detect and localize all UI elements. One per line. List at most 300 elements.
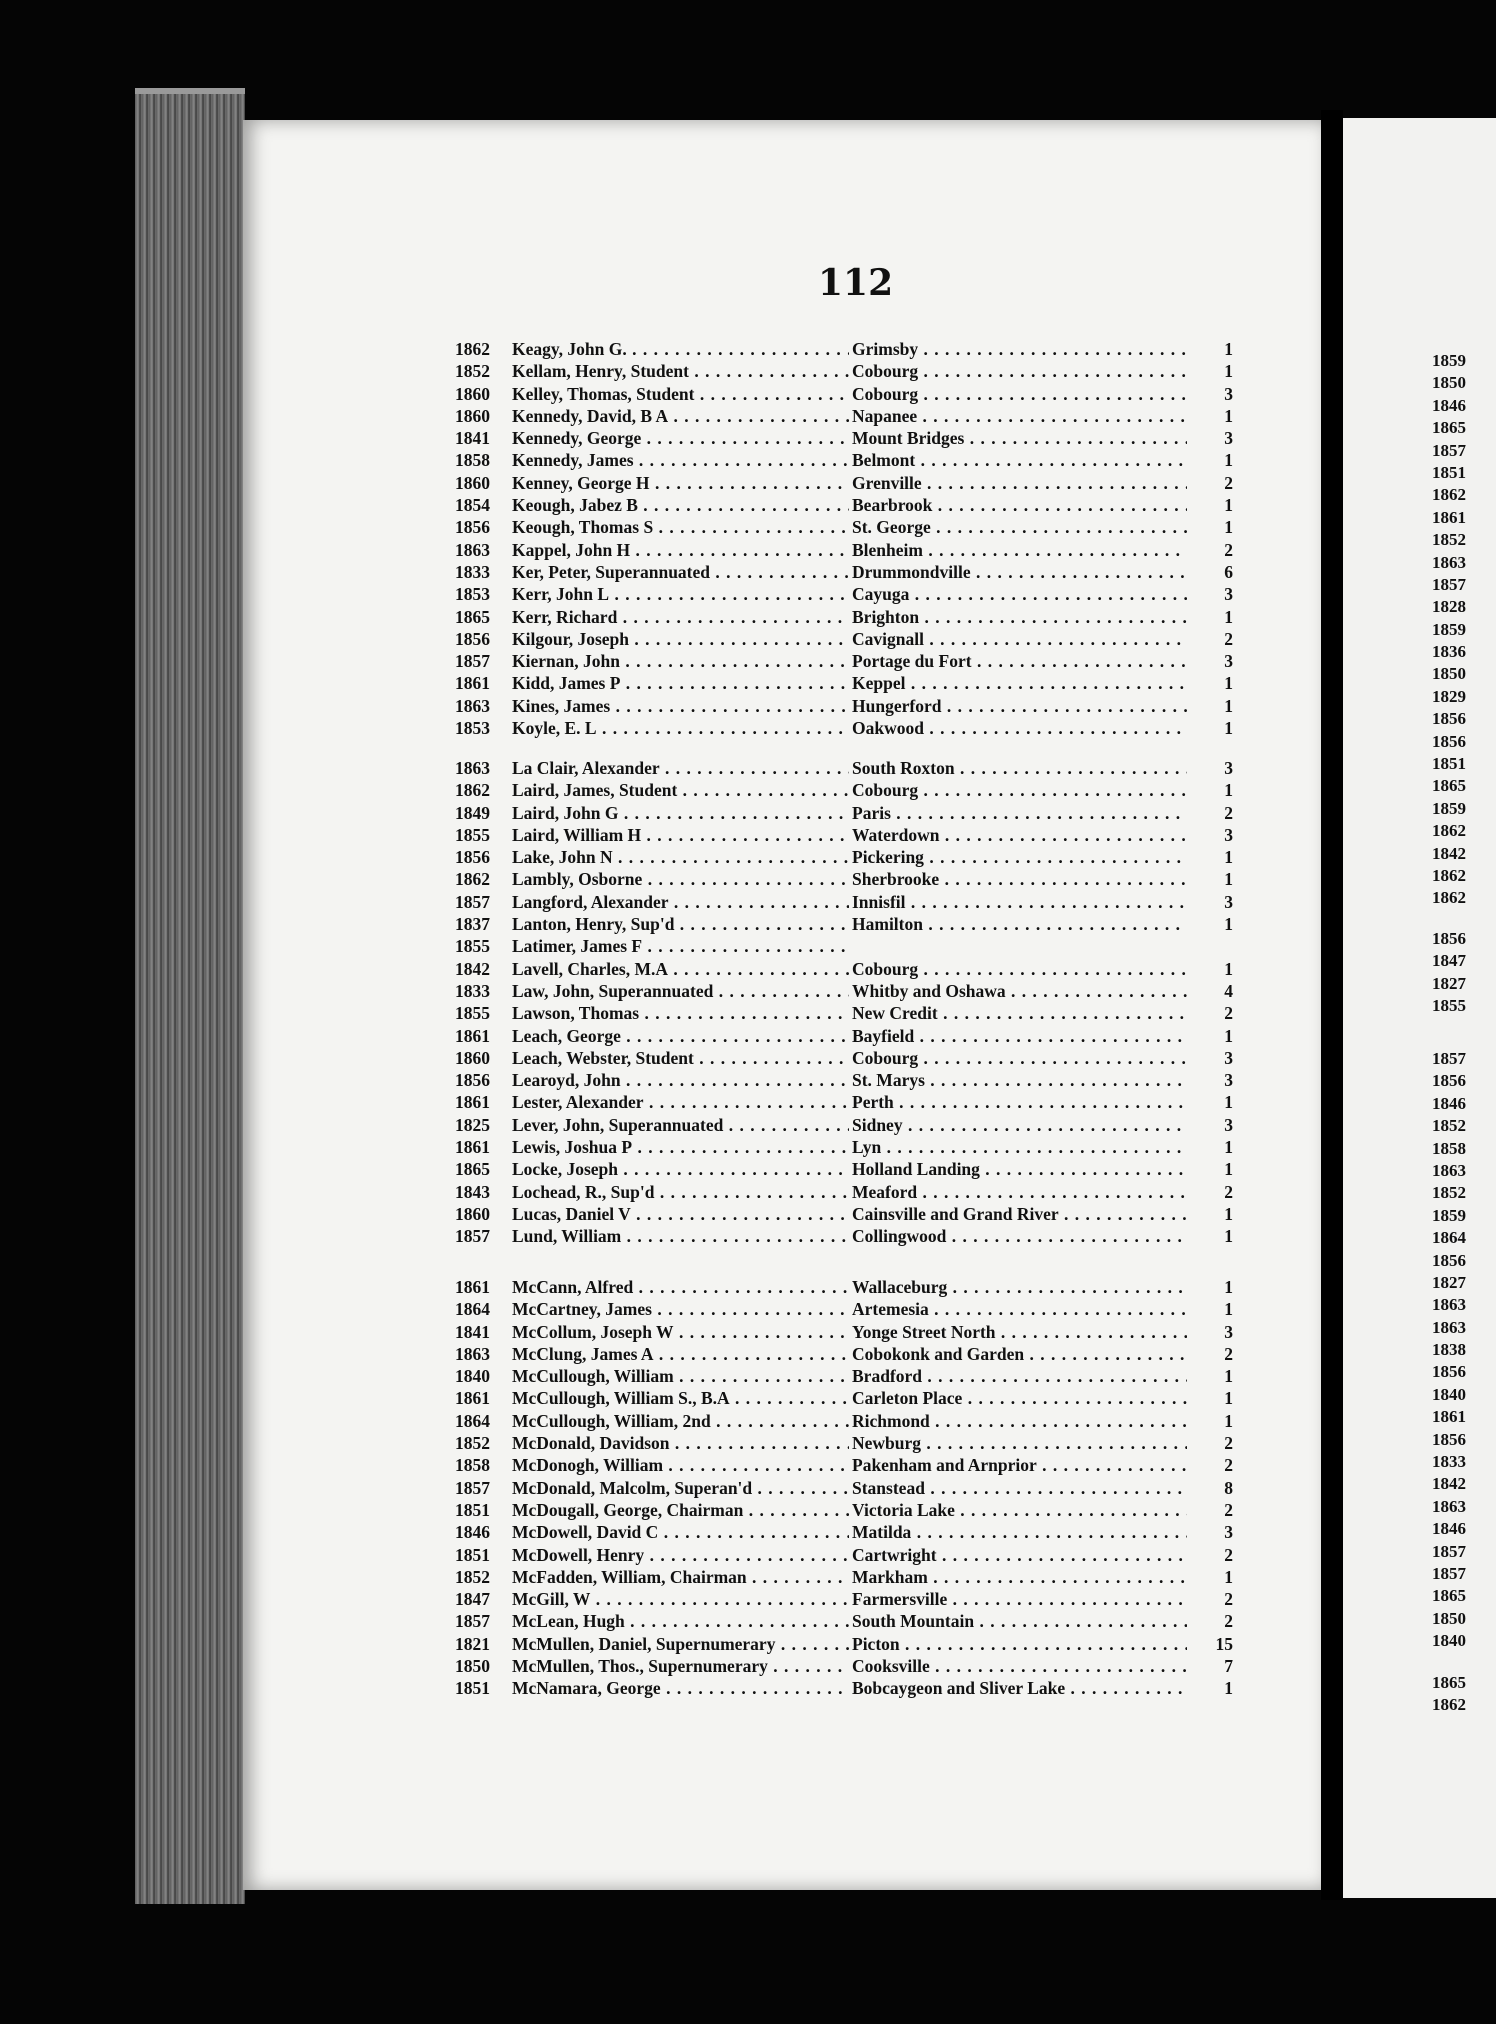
right-page-year: 1828 — [1432, 597, 1466, 617]
entry-count: 8 — [1224, 1477, 1233, 1498]
entry-name: Lester, Alexander . . . — [512, 1091, 849, 1113]
right-page-year: 1861 — [1432, 1407, 1466, 1427]
entry-count: 1 — [1224, 450, 1233, 471]
entry-name: Laird, James, Student . . . — [512, 779, 849, 801]
entry-count: 1 — [1224, 517, 1233, 538]
entry-place: Bearbrook . . . — [852, 494, 1187, 516]
entry-count: 2 — [1224, 472, 1233, 493]
entry-year: 1858 — [455, 1455, 490, 1476]
entry-year: 1862 — [455, 869, 490, 890]
directory-entry — [455, 935, 1233, 957]
entry-place: Cobourg . . . — [852, 779, 1187, 801]
directory-entry — [455, 606, 1233, 628]
directory-entry — [455, 1181, 1233, 1203]
entry-count: 1 — [1224, 1159, 1233, 1180]
entry-year: 1856 — [455, 517, 490, 538]
entry-name: Kennedy, George . . . — [512, 427, 849, 449]
entry-name: Lucas, Daniel V . . . — [512, 1203, 849, 1225]
entry-count: 2 — [1224, 539, 1233, 560]
entry-year: 1840 — [455, 1366, 490, 1387]
entry-place: Belmont . . . — [852, 449, 1187, 471]
right-page-year: 1858 — [1432, 1138, 1466, 1158]
entry-name: Lanton, Henry, Sup'd . . . — [512, 913, 849, 935]
directory-entry — [455, 1069, 1233, 1091]
entry-count: 2 — [1224, 1455, 1233, 1476]
directory-entry — [455, 338, 1233, 360]
entry-count: 1 — [1224, 495, 1233, 516]
entry-year: 1857 — [455, 1477, 490, 1498]
entry-year: 1861 — [455, 673, 490, 694]
entry-year: 1862 — [455, 780, 490, 801]
entry-count: 1 — [1224, 339, 1233, 359]
directory-entry — [455, 1047, 1233, 1069]
entry-name: Lake, John N . . . — [512, 846, 849, 868]
entry-count: 3 — [1224, 824, 1233, 845]
entry-place: Lyn . . . — [852, 1136, 1187, 1158]
directory-entry — [455, 1499, 1233, 1521]
entry-count: 1 — [1224, 958, 1233, 979]
entry-place: Yonge Street North . . . — [852, 1321, 1187, 1343]
directory-entry — [455, 1025, 1233, 1047]
entry-name: Leach, George . . . — [512, 1025, 849, 1047]
entry-year: 1850 — [455, 1656, 490, 1677]
entry-name: Keough, Thomas S . . . — [512, 516, 849, 538]
entry-year: 1864 — [455, 1299, 490, 1320]
right-page-year: 1827 — [1432, 973, 1466, 993]
directory-entry — [455, 1677, 1233, 1699]
right-page-years-group-2 — [1432, 928, 1496, 1018]
right-page-year: 1851 — [1432, 462, 1466, 482]
entry-name: Kenney, George H . . . — [512, 472, 849, 494]
entry-place: Bradford . . . — [852, 1365, 1187, 1387]
right-page-year: 1862 — [1432, 485, 1466, 505]
entry-place: Bayfield . . . — [852, 1025, 1187, 1047]
entry-name: McDowell, David C . . . — [512, 1521, 849, 1543]
directory-entry — [455, 779, 1233, 801]
right-page-year: 1865 — [1432, 776, 1466, 796]
entry-year: 1821 — [455, 1633, 490, 1654]
entry-year: 1860 — [455, 383, 490, 404]
entry-year: 1853 — [455, 718, 490, 739]
entry-name: Kiernan, John . . . — [512, 650, 849, 672]
entry-place: Whitby and Oshawa . . . — [852, 980, 1187, 1002]
entry-count: 6 — [1224, 561, 1233, 582]
entry-name: Law, John, Superannuated . . . — [512, 980, 849, 1002]
entry-place: Picton . . . — [852, 1633, 1187, 1655]
entry-place: Paris . . . — [852, 802, 1187, 824]
entry-count: 1 — [1224, 1277, 1233, 1297]
entry-count: 1 — [1224, 1137, 1233, 1158]
entry-year: 1851 — [455, 1499, 490, 1520]
entry-place: Cobourg . . . — [852, 360, 1187, 382]
right-page-year: 1862 — [1432, 888, 1466, 908]
entry-place: Innisfil . . . — [852, 891, 1187, 913]
entry-year: 1863 — [455, 539, 490, 560]
entry-count: 3 — [1224, 651, 1233, 672]
entry-place: Grenville . . . — [852, 472, 1187, 494]
right-page-year: 1838 — [1432, 1340, 1466, 1360]
entry-place: Blenheim . . . — [852, 539, 1187, 561]
directory-entry — [455, 1091, 1233, 1113]
entry-year: 1861 — [455, 1388, 490, 1409]
right-page-year: 1859 — [1432, 619, 1466, 639]
directory-entry — [455, 1114, 1233, 1136]
directory-entry — [455, 1225, 1233, 1247]
directory-entry — [455, 980, 1233, 1002]
directory-entry — [455, 1387, 1233, 1409]
entry-name: Kerr, John L . . . — [512, 583, 849, 605]
entry-name: McMullen, Daniel, Supernumerary . . . — [512, 1633, 849, 1655]
entry-name: McLean, Hugh . . . — [512, 1610, 849, 1632]
entry-place: Oakwood . . . — [852, 717, 1187, 739]
entry-name: Kerr, Richard . . . — [512, 606, 849, 628]
directory-entry — [455, 824, 1233, 846]
entry-name: Kidd, James P . . . — [512, 672, 849, 694]
directory-entry — [455, 913, 1233, 935]
right-page-year: 1852 — [1432, 1116, 1466, 1136]
right-page-years-group-4 — [1432, 1672, 1496, 1717]
entry-name: Koyle, E. L . . . — [512, 717, 849, 739]
entry-year: 1833 — [455, 980, 490, 1001]
entry-place: Sherbrooke . . . — [852, 868, 1187, 890]
entry-name: La Clair, Alexander . . . — [512, 757, 849, 779]
right-page-year: 1863 — [1432, 1160, 1466, 1180]
entry-place: Bobcaygeon and Sliver Lake . . . — [852, 1677, 1187, 1699]
right-page-year: 1827 — [1432, 1272, 1466, 1292]
entry-name: Laird, John G . . . — [512, 802, 849, 824]
entry-count: 2 — [1224, 1589, 1233, 1610]
directory-entry — [455, 1136, 1233, 1158]
entry-place: Cainsville and Grand River . . . — [852, 1203, 1187, 1225]
directory-entry — [455, 958, 1233, 980]
entry-year: 1847 — [455, 1589, 490, 1610]
right-page-year: 1857 — [1432, 1049, 1466, 1068]
entry-name: McCollum, Joseph W . . . — [512, 1321, 849, 1343]
entry-year: 1853 — [455, 584, 490, 605]
right-page-year: 1863 — [1432, 1496, 1466, 1516]
directory-entry — [455, 1002, 1233, 1024]
directory-entry — [455, 360, 1233, 382]
entry-place: Pickering . . . — [852, 846, 1187, 868]
right-page-year: 1859 — [1432, 1205, 1466, 1225]
entry-place: Cobourg . . . — [852, 1047, 1187, 1069]
right-page-year: 1836 — [1432, 642, 1466, 662]
right-page-years-group-1 — [1432, 350, 1496, 910]
entry-name: Kappel, John H . . . — [512, 539, 849, 561]
entry-place: Cartwright . . . — [852, 1544, 1187, 1566]
entry-year: 1863 — [455, 758, 490, 778]
entry-place: Pakenham and Arnprior . . . — [852, 1454, 1187, 1476]
entry-place: Farmersville . . . — [852, 1588, 1187, 1610]
directory-entry — [455, 1544, 1233, 1566]
entry-name: McFadden, William, Chairman . . . — [512, 1566, 849, 1588]
directory-entry — [455, 449, 1233, 471]
entry-count: 1 — [1224, 695, 1233, 716]
entry-place: Markham . . . — [852, 1566, 1187, 1588]
entry-year: 1861 — [455, 1277, 490, 1297]
entry-count: 1 — [1224, 1025, 1233, 1046]
entry-count: 2 — [1224, 1544, 1233, 1565]
right-page-year: 1840 — [1432, 1631, 1466, 1651]
entry-name: McClung, James A . . . — [512, 1343, 849, 1365]
entry-name: Laird, William H . . . — [512, 824, 849, 846]
right-page-year: 1861 — [1432, 507, 1466, 527]
directory-entry — [455, 1321, 1233, 1343]
right-page-year: 1846 — [1432, 1093, 1466, 1113]
entry-name: McCartney, James . . . — [512, 1298, 849, 1320]
entry-year: 1852 — [455, 361, 490, 382]
right-page-year: 1847 — [1432, 951, 1466, 971]
entry-place: Cavignall . . . — [852, 628, 1187, 650]
entry-place: Sidney . . . — [852, 1114, 1187, 1136]
entry-count: 1 — [1224, 673, 1233, 694]
entry-name: Keagy, John G. . . . — [512, 338, 849, 360]
entry-count: 1 — [1224, 1226, 1233, 1247]
entry-count: 1 — [1224, 780, 1233, 801]
entry-count: 1 — [1224, 1203, 1233, 1224]
entry-count: 15 — [1215, 1633, 1233, 1654]
entry-year: 1860 — [455, 1047, 490, 1068]
entry-name: McDougall, George, Chairman . . . — [512, 1499, 849, 1521]
right-page-year: 1856 — [1432, 1429, 1466, 1449]
right-page-year: 1862 — [1432, 865, 1466, 885]
entry-name: McCullough, William, 2nd . . . — [512, 1410, 849, 1432]
directory-entry — [455, 561, 1233, 583]
book-gutter — [1321, 110, 1343, 1900]
entry-name: Latimer, James F . . . — [512, 935, 849, 957]
entry-place: New Credit . . . — [852, 1002, 1187, 1024]
right-page-year: 1852 — [1432, 1183, 1466, 1203]
entry-count: 3 — [1224, 758, 1233, 778]
right-page-year: 1863 — [1432, 1295, 1466, 1315]
right-page-year: 1842 — [1432, 1474, 1466, 1494]
directory-entry — [455, 1410, 1233, 1432]
right-page-year: 1829 — [1432, 686, 1466, 706]
entry-name: McDowell, Henry . . . — [512, 1544, 849, 1566]
directory-entry — [455, 1454, 1233, 1476]
entry-place: Carleton Place . . . — [852, 1387, 1187, 1409]
entry-place: South Roxton . . . — [852, 757, 1187, 779]
page-number: 112 — [818, 262, 894, 304]
directory-entry — [455, 1203, 1233, 1225]
entry-name: McGill, W . . . — [512, 1588, 849, 1610]
entry-year: 1855 — [455, 936, 490, 957]
entry-name: Kennedy, James . . . — [512, 449, 849, 471]
entry-place: Portage du Fort . . . — [852, 650, 1187, 672]
entry-year: 1865 — [455, 606, 490, 627]
right-page-year: 1856 — [1432, 731, 1466, 751]
entry-year: 1862 — [455, 339, 490, 359]
entry-count: 1 — [1224, 1388, 1233, 1409]
directory-entry — [455, 427, 1233, 449]
right-page-year: 1857 — [1432, 1563, 1466, 1583]
entry-count: 1 — [1224, 718, 1233, 739]
entry-count: 1 — [1224, 869, 1233, 890]
right-page-year: 1859 — [1432, 798, 1466, 818]
entry-count: 1 — [1224, 1566, 1233, 1587]
entry-year: 1856 — [455, 847, 490, 868]
entry-name: Kines, James . . . — [512, 695, 849, 717]
directory-entry — [455, 757, 1233, 779]
entry-name: McMullen, Thos., Supernumerary . . . — [512, 1655, 849, 1677]
right-page-year: 1865 — [1432, 1673, 1466, 1692]
entry-place: Richmond . . . — [852, 1410, 1187, 1432]
entry-name: McCann, Alfred . . . — [512, 1276, 849, 1298]
entry-place: Hungerford . . . — [852, 695, 1187, 717]
entry-place: Waterdown . . . — [852, 824, 1187, 846]
entry-place: Stanstead . . . — [852, 1477, 1187, 1499]
entry-count: 1 — [1224, 606, 1233, 627]
entry-count: 2 — [1224, 1343, 1233, 1364]
directory-entry — [455, 1365, 1233, 1387]
entry-name: McNamara, George . . . — [512, 1677, 849, 1699]
directory-entry — [455, 1566, 1233, 1588]
entry-name: Lambly, Osborne . . . — [512, 868, 849, 890]
right-page-year: 1857 — [1432, 574, 1466, 594]
right-page-year: 1857 — [1432, 440, 1466, 460]
entry-place: Newburg . . . — [852, 1432, 1187, 1454]
directory-entry — [455, 1432, 1233, 1454]
directory-entry — [455, 802, 1233, 824]
entry-count: 1 — [1224, 847, 1233, 868]
entry-place: Cayuga . . . — [852, 583, 1187, 605]
entry-year: 1849 — [455, 802, 490, 823]
entry-name: McDonald, Davidson . . . — [512, 1432, 849, 1454]
entry-name: Kilgour, Joseph . . . — [512, 628, 849, 650]
entry-place: Holland Landing . . . — [852, 1158, 1187, 1180]
entry-year: 1846 — [455, 1522, 490, 1543]
entry-year: 1856 — [455, 628, 490, 649]
entry-name: Lavell, Charles, M.A . . . — [512, 958, 849, 980]
entry-place: Matilda . . . — [852, 1521, 1187, 1543]
entry-place: Keppel . . . — [852, 672, 1187, 694]
entry-year: 1863 — [455, 695, 490, 716]
directory-entry — [455, 1477, 1233, 1499]
directory-entry — [455, 1633, 1233, 1655]
directory-entry — [455, 1158, 1233, 1180]
entry-year: 1841 — [455, 1321, 490, 1342]
entry-place: Meaford . . . — [852, 1181, 1187, 1203]
entry-count: 3 — [1224, 1070, 1233, 1091]
entry-place: Mount Bridges . . . — [852, 427, 1187, 449]
entry-name: Kennedy, David, B A . . . — [512, 405, 849, 427]
entry-year: 1857 — [455, 1226, 490, 1247]
entry-count: 2 — [1224, 802, 1233, 823]
entry-count: 3 — [1224, 383, 1233, 404]
entry-year: 1861 — [455, 1092, 490, 1113]
entry-year: 1841 — [455, 428, 490, 449]
entry-place: St. Marys . . . — [852, 1069, 1187, 1091]
right-page-year: 1846 — [1432, 395, 1466, 415]
entry-place: Cooksville . . . — [852, 1655, 1187, 1677]
directory-entry — [455, 846, 1233, 868]
directory-entry — [455, 494, 1233, 516]
entry-name: Kellam, Henry, Student . . . — [512, 360, 849, 382]
directory-entry — [455, 672, 1233, 694]
directory-entry — [455, 1521, 1233, 1543]
right-page-year: 1842 — [1432, 843, 1466, 863]
right-page-year: 1833 — [1432, 1452, 1466, 1472]
directory-entry — [455, 583, 1233, 605]
right-page-year: 1856 — [1432, 1250, 1466, 1270]
entry-name: Langford, Alexander . . . — [512, 891, 849, 913]
entry-name: Locke, Joseph . . . — [512, 1158, 849, 1180]
entry-place: Cobourg . . . — [852, 958, 1187, 980]
entry-name: Leach, Webster, Student . . . — [512, 1047, 849, 1069]
right-page-year: 1864 — [1432, 1228, 1466, 1248]
directory-entry — [455, 868, 1233, 890]
entry-name: Keough, Jabez B . . . — [512, 494, 849, 516]
entry-year: 1837 — [455, 914, 490, 935]
directory-entry — [455, 1298, 1233, 1320]
entry-year: 1856 — [455, 1070, 490, 1091]
directory-entry — [455, 1276, 1233, 1298]
entry-name: McDonogh, William . . . — [512, 1454, 849, 1476]
entry-count: 3 — [1224, 428, 1233, 449]
right-page-year: 1856 — [1432, 1071, 1466, 1091]
right-page-year: 1855 — [1432, 996, 1466, 1016]
entry-count: 2 — [1224, 1499, 1233, 1520]
right-page-year: 1862 — [1432, 821, 1466, 841]
entry-name: Lever, John, Superannuated . . . — [512, 1114, 849, 1136]
entry-place: South Mountain . . . — [852, 1610, 1187, 1632]
entry-year: 1851 — [455, 1678, 490, 1699]
entry-name: McCullough, William . . . — [512, 1365, 849, 1387]
entries-section-mc — [455, 1276, 1233, 1700]
right-page-year: 1850 — [1432, 373, 1466, 393]
entry-count: 1 — [1224, 361, 1233, 382]
entry-count: 2 — [1224, 1003, 1233, 1024]
entry-place: Cobourg . . . — [852, 383, 1187, 405]
entry-name: McCullough, William S., B.A . . . — [512, 1387, 849, 1409]
entry-name: Kelley, Thomas, Student . . . — [512, 383, 849, 405]
entry-place: Collingwood . . . — [852, 1225, 1187, 1247]
entry-count: 3 — [1224, 1114, 1233, 1135]
entries-section-l — [455, 757, 1233, 1248]
entry-year: 1865 — [455, 1159, 490, 1180]
entry-year: 1855 — [455, 1003, 490, 1024]
directory-entry — [455, 650, 1233, 672]
entry-year: 1855 — [455, 824, 490, 845]
entry-year: 1825 — [455, 1114, 490, 1135]
entry-count: 1 — [1224, 405, 1233, 426]
entry-year: 1843 — [455, 1181, 490, 1202]
entry-place: Artemesia . . . — [852, 1298, 1187, 1320]
directory-entry — [455, 516, 1233, 538]
directory-entry — [455, 1655, 1233, 1677]
entry-name: Lochead, R., Sup'd . . . — [512, 1181, 849, 1203]
entry-year: 1864 — [455, 1410, 490, 1431]
entry-year: 1857 — [455, 891, 490, 912]
entry-place: Grimsby . . . — [852, 338, 1187, 360]
entry-year: 1860 — [455, 405, 490, 426]
directory-entry — [455, 1610, 1233, 1632]
entry-year: 1852 — [455, 1433, 490, 1454]
entry-count: 3 — [1224, 891, 1233, 912]
entry-count: 4 — [1224, 980, 1233, 1001]
entry-count: 3 — [1224, 1522, 1233, 1543]
directory-entry — [455, 717, 1233, 739]
right-page-year: 1863 — [1432, 552, 1466, 572]
directory-entry — [455, 472, 1233, 494]
entry-count: 1 — [1224, 914, 1233, 935]
directory-entry — [455, 539, 1233, 561]
entry-place: Victoria Lake . . . — [852, 1499, 1187, 1521]
entry-year: 1857 — [455, 651, 490, 672]
entry-count: 1 — [1224, 1678, 1233, 1699]
entry-count: 3 — [1224, 1047, 1233, 1068]
right-page-year: 1850 — [1432, 1608, 1466, 1628]
